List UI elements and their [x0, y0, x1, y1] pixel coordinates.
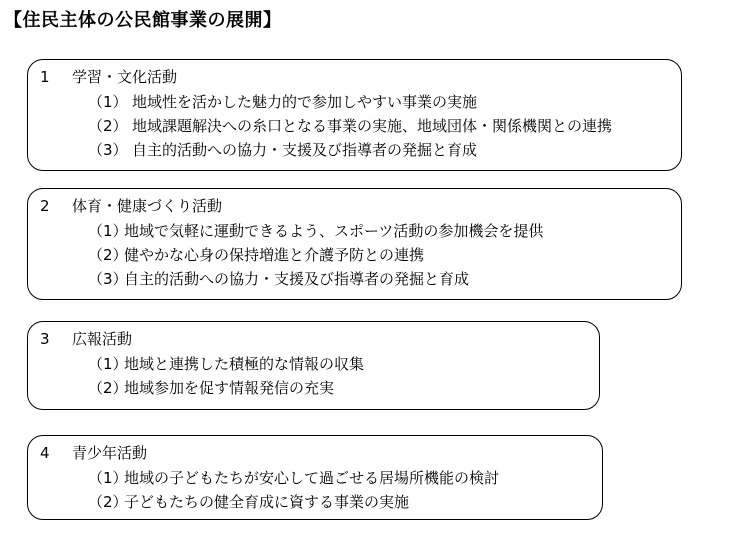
- item-text: 地域と連携した積極的な情報の収集: [124, 355, 365, 373]
- item-number: （1）: [88, 93, 128, 111]
- section-title: 広報活動: [72, 330, 133, 348]
- item-text: 地域性を活かした魅力的で参加しやすい事業の実施: [132, 93, 478, 111]
- section-box-sports-health: [27, 188, 682, 300]
- item-text: 子どもたちの健全育成に資する事業の実施: [124, 493, 410, 511]
- section-number: 2: [40, 197, 50, 215]
- item-number: （1）: [88, 222, 128, 240]
- section-heading: [40, 327, 132, 351]
- item-list: [88, 90, 612, 162]
- item-list: [88, 466, 499, 514]
- section-box-youth: [27, 435, 603, 520]
- item-list: [88, 219, 543, 291]
- item-text: 地域で気軽に運動できるよう、スポーツ活動の参加機会を提供: [124, 222, 544, 240]
- list-item: [88, 267, 543, 291]
- list-item: [88, 243, 543, 267]
- item-text: 地域参加を促す情報発信の充実: [124, 379, 335, 397]
- item-text: 自主的活動への協力・支援及び指導者の発掘と育成: [124, 270, 470, 288]
- list-item: [88, 466, 499, 490]
- item-text: 健やかな心身の保持増進と介護予防との連携: [124, 246, 425, 264]
- section-number: 1: [40, 68, 50, 86]
- section-box-learning-culture: [27, 59, 682, 171]
- item-number: （3）: [88, 270, 128, 288]
- list-item: [88, 138, 612, 162]
- item-number: （1）: [88, 469, 128, 487]
- section-title: 青少年活動: [72, 444, 148, 462]
- item-number: （3）: [88, 141, 128, 159]
- section-heading: [40, 441, 147, 465]
- list-item: [88, 114, 612, 138]
- section-number: 3: [40, 330, 50, 348]
- list-item: [88, 352, 364, 376]
- item-number: （2）: [88, 246, 128, 264]
- item-number: （2）: [88, 379, 128, 397]
- section-heading: [40, 65, 177, 89]
- item-text: 自主的活動への協力・支援及び指導者の発掘と育成: [132, 141, 478, 159]
- list-item: [88, 90, 612, 114]
- item-text: 地域の子どもたちが安心して過ごせる居場所機能の検討: [124, 469, 500, 487]
- item-list: [88, 352, 364, 400]
- section-heading: [40, 194, 222, 218]
- page-title: 【住民主体の公民館事業の展開】: [4, 10, 282, 31]
- item-number: （1）: [88, 355, 128, 373]
- item-number: （2）: [88, 117, 128, 135]
- list-item: [88, 376, 364, 400]
- list-item: [88, 219, 543, 243]
- section-box-public-relations: [27, 321, 600, 410]
- section-title: 学習・文化活動: [72, 68, 178, 86]
- section-number: 4: [40, 444, 50, 462]
- list-item: [88, 490, 499, 514]
- item-text: 地域課題解決への糸口となる事業の実施、地域団体・関係機関との連携: [132, 117, 613, 135]
- item-number: （2）: [88, 493, 128, 511]
- section-title: 体育・健康づくり活動: [72, 197, 223, 215]
